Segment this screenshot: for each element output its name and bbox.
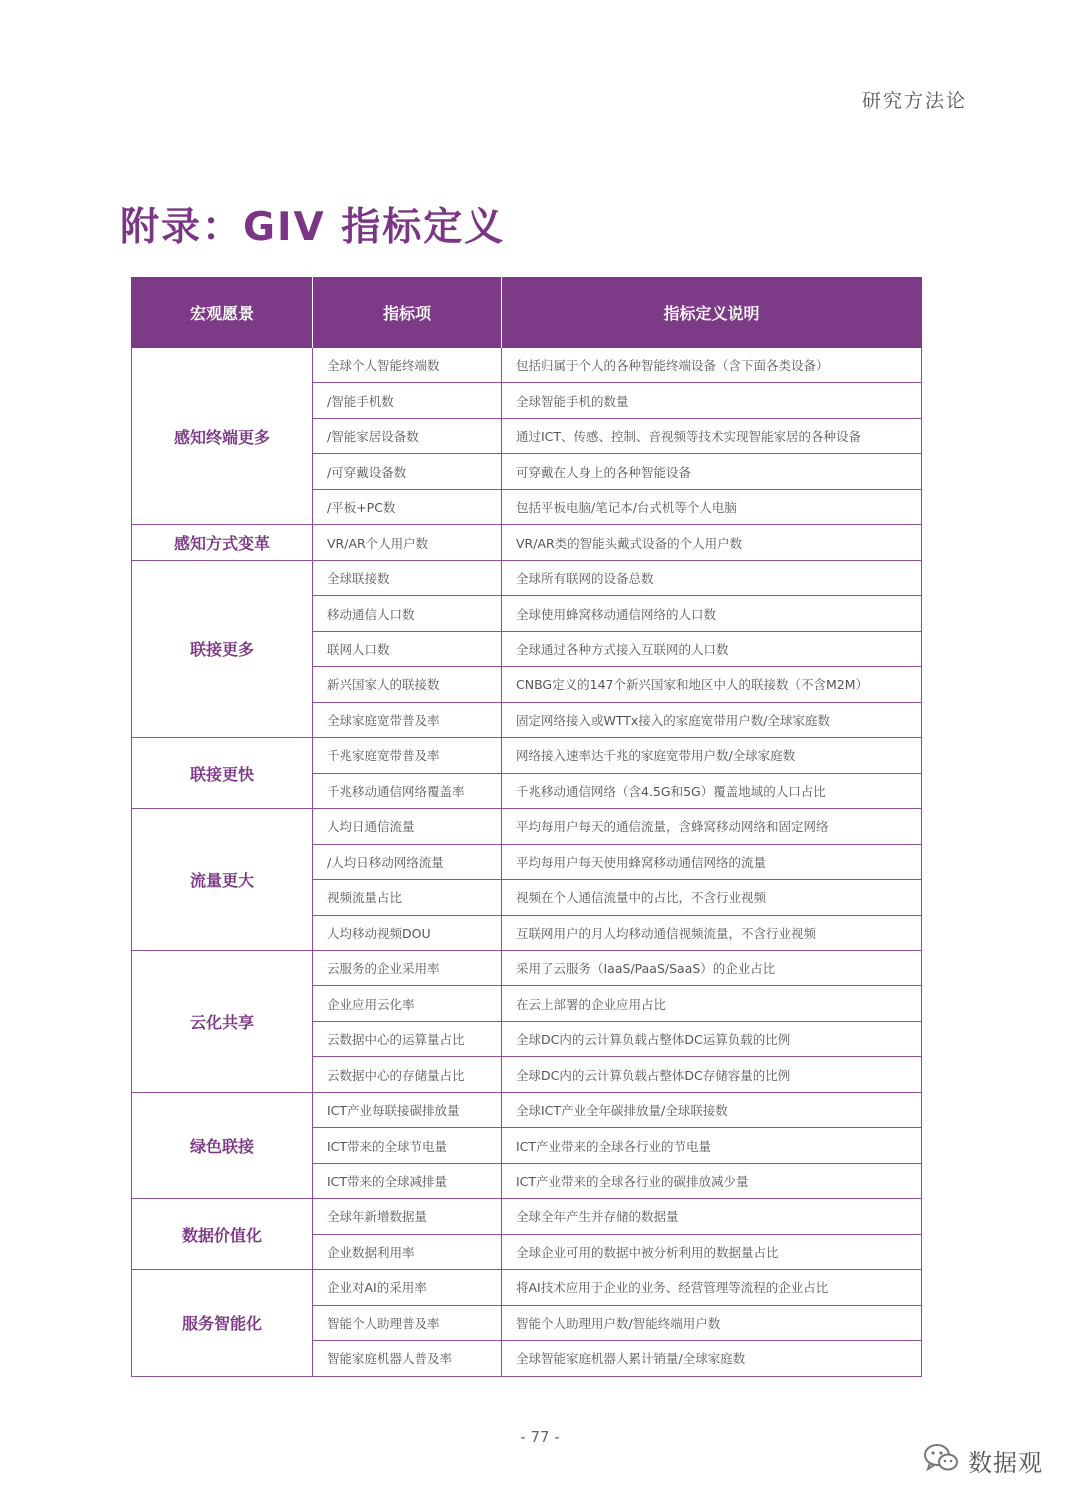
indicator-cell: 智能家庭机器人普及率: [313, 1341, 502, 1376]
vision-cell: 数据价值化: [132, 1199, 313, 1270]
definition-cell: 固定网络接入或WTTx接入的家庭宽带用户数/全球家庭数: [502, 702, 922, 737]
indicator-cell: /智能家居设备数: [313, 418, 502, 453]
vision-cell: 流量更大: [132, 809, 313, 951]
column-header-indicator: 指标项: [313, 277, 502, 348]
definition-cell: ICT产业带来的全球各行业的节电量: [502, 1128, 922, 1163]
indicator-cell: 全球个人智能终端数: [313, 348, 502, 383]
page-title: 附录：GIV 指标定义: [120, 205, 506, 250]
vision-cell: 云化共享: [132, 950, 313, 1092]
table-row: [132, 950, 922, 985]
vision-cell: 感知方式变革: [132, 525, 313, 560]
definition-cell: 全球全年产生并存储的数据量: [502, 1199, 922, 1234]
vision-cell: 服务智能化: [132, 1270, 313, 1376]
definition-cell: 在云上部署的企业应用占比: [502, 986, 922, 1021]
watermark-text: 数据观: [968, 1448, 1043, 1477]
indicator-cell: VR/AR个人用户数: [313, 525, 502, 560]
column-header-vision: 宏观愿景: [132, 277, 313, 348]
definition-cell: 全球企业可用的数据中被分析利用的数据量占比: [502, 1234, 922, 1269]
table-row: [132, 1270, 922, 1305]
definition-cell: 平均每用户每天使用蜂窝移动通信网络的流量: [502, 844, 922, 879]
column-header-definition: 指标定义说明: [502, 277, 922, 348]
indicator-cell: ICT带来的全球减排量: [313, 1163, 502, 1198]
indicator-cell: 企业数据利用率: [313, 1234, 502, 1269]
indicator-cell: 智能个人助理普及率: [313, 1305, 502, 1340]
indicator-cell: 移动通信人口数: [313, 596, 502, 631]
indicator-cell: 视频流量占比: [313, 880, 502, 915]
indicator-cell: 云服务的企业采用率: [313, 950, 502, 985]
definition-cell: ICT产业带来的全球各行业的碳排放减少量: [502, 1163, 922, 1198]
definition-cell: 全球智能手机的数量: [502, 383, 922, 418]
definition-cell: 智能个人助理用户数/智能终端用户数: [502, 1305, 922, 1340]
indicator-cell: 企业对AI的采用率: [313, 1270, 502, 1305]
indicator-cell: ICT产业每联接碳排放量: [313, 1092, 502, 1127]
definition-cell: 平均每用户每天的通信流量，含蜂窝移动网络和固定网络: [502, 809, 922, 844]
vision-cell: 联接更多: [132, 560, 313, 737]
giv-indicator-table: [131, 277, 922, 1377]
definition-cell: 互联网用户的月人均移动通信视频流量，不含行业视频: [502, 915, 922, 950]
definition-cell: 全球智能家庭机器人累计销量/全球家庭数: [502, 1341, 922, 1376]
definition-cell: 全球使用蜂窝移动通信网络的人口数: [502, 596, 922, 631]
vision-cell: 感知终端更多: [132, 348, 313, 525]
definition-cell: 千兆移动通信网络（含4.5G和5G）覆盖地域的人口占比: [502, 773, 922, 808]
indicator-cell: /人均日移动网络流量: [313, 844, 502, 879]
vision-cell: 联接更快: [132, 738, 313, 809]
section-label: 研究方法论: [861, 90, 967, 112]
definition-cell: 通过ICT、传感、控制、音视频等技术实现智能家居的各种设备: [502, 418, 922, 453]
definition-cell: 全球所有联网的设备总数: [502, 560, 922, 595]
definition-cell: 网络接入速率达千兆的家庭宽带用户数/全球家庭数: [502, 738, 922, 773]
definition-cell: 全球通过各种方式接入互联网的人口数: [502, 631, 922, 666]
indicator-cell: 云数据中心的运算量占比: [313, 1021, 502, 1056]
indicator-cell: 全球联接数: [313, 560, 502, 595]
definition-cell: 包括归属于个人的各种智能终端设备（含下面各类设备）: [502, 348, 922, 383]
table-row: [132, 738, 922, 773]
table-row: [132, 1092, 922, 1127]
indicator-cell: 人均日通信流量: [313, 809, 502, 844]
table-header-row: [132, 277, 922, 348]
indicator-cell: 企业应用云化率: [313, 986, 502, 1021]
table-row: [132, 809, 922, 844]
indicator-cell: 全球年新增数据量: [313, 1199, 502, 1234]
indicator-cell: 全球家庭宽带普及率: [313, 702, 502, 737]
indicator-cell: 千兆家庭宽带普及率: [313, 738, 502, 773]
indicator-cell: /智能手机数: [313, 383, 502, 418]
definition-cell: 可穿戴在人身上的各种智能设备: [502, 454, 922, 489]
indicator-cell: 联网人口数: [313, 631, 502, 666]
definition-cell: 全球DC内的云计算负载占整体DC运算负载的比例: [502, 1021, 922, 1056]
table-row: [132, 348, 922, 383]
definition-cell: 全球ICT产业全年碳排放量/全球联接数: [502, 1092, 922, 1127]
indicator-cell: /平板+PC数: [313, 489, 502, 524]
table-row: [132, 1199, 922, 1234]
indicator-cell: 千兆移动通信网络覆盖率: [313, 773, 502, 808]
watermark: [922, 1442, 1043, 1478]
indicator-cell: 云数据中心的存储量占比: [313, 1057, 502, 1092]
definition-cell: 将AI技术应用于企业的业务、经营管理等流程的企业占比: [502, 1270, 922, 1305]
indicator-cell: /可穿戴设备数: [313, 454, 502, 489]
definition-cell: 全球DC内的云计算负载占整体DC存储容量的比例: [502, 1057, 922, 1092]
definition-cell: 采用了云服务（IaaS/PaaS/SaaS）的企业占比: [502, 950, 922, 985]
indicator-cell: 人均移动视频DOU: [313, 915, 502, 950]
definition-cell: 视频在个人通信流量中的占比，不含行业视频: [502, 880, 922, 915]
table-row: [132, 525, 922, 560]
table-row: [132, 560, 922, 595]
definition-cell: VR/AR类的智能头戴式设备的个人用户数: [502, 525, 922, 560]
definition-cell: CNBG定义的147个新兴国家和地区中人的联接数（不含M2M）: [502, 667, 922, 702]
wechat-icon: [922, 1442, 960, 1478]
vision-cell: 绿色联接: [132, 1092, 313, 1198]
definition-cell: 包括平板电脑/笔记本/台式机等个人电脑: [502, 489, 922, 524]
indicator-cell: 新兴国家人的联接数: [313, 667, 502, 702]
page-number: - 77 -: [520, 1428, 560, 1446]
indicator-cell: ICT带来的全球节电量: [313, 1128, 502, 1163]
